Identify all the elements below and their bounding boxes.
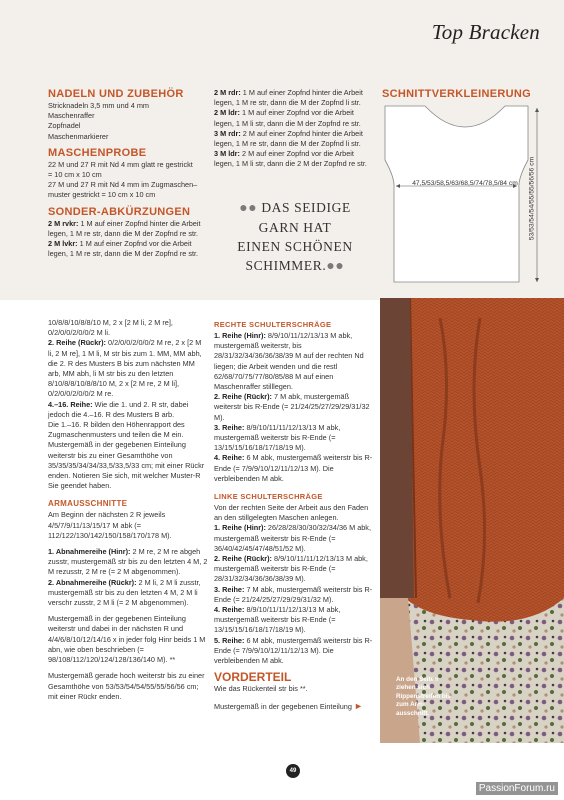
abbr-item: 2 M ldr: 1 M auf einer Zopfnd vor die Arbeit legen, 1 M li str, dann die M der Zopfnd re str. [214, 108, 361, 128]
abbr-item: 3 M rdr: 2 M auf einer Zopfnd hinter die Arbeit legen, 1 M re str, dann die M der Zopfnd li str. [214, 128, 363, 149]
abbr-heading: SONDER-ABKÜRZUNGEN [48, 205, 191, 218]
materials-heading: NADELN UND ZUBEHÖR [48, 88, 184, 100]
paragraph: Mustergemäß in der gegebenen Einteilung weiterstr und dabei in der nächsten R und 4/4/6/8/10/12/14/16 x in jeder folg Hinr beids 1 M abn, wie oben beschrieben (= 98/108/112/120/124/128/136/140 M). ** [48, 614, 206, 665]
paragraph: 4. Reihe: 6 M abk, mustergemäß weiterstr bis R-Ende (= 7/9/9/10/12/11/12/13 M). Die verbleibenden M abk. [214, 453, 373, 483]
paragraph: Von der rechten Seite der Arbeit aus den Faden an den stillgelegten Maschen anlegen. [214, 503, 369, 523]
materials-line: Maschenmarkierer [48, 131, 109, 141]
paragraph: 1. Reihe (Hinr): 26/28/28/30/30/32/34/36 M abk, mustergemäß weiterstr bis R-Ende (= 36/40/42/45/47/48/51/52 M). [214, 523, 371, 553]
gauge-heading: MASCHENPROBE [48, 146, 147, 159]
paragraph: 2. Abnahmereihe (Rückr): 2 M li, 2 M li zusstr, mustergemäß str bis zu den letzten 4 M, 2 M li verschr zusstr, 2 M li (= 2 M abgenommen). [48, 577, 201, 608]
front-heading: VORDERTEIL [214, 670, 292, 685]
photo-caption: An den Seiten ziehen sich Rippenstreifen bis zum Arm-ausschnitt. [396, 676, 451, 717]
paragraph: 10/8/8/10/8/8/10 M, 2 x [2 M li, 2 M re], 0/2/0/0/2/0/0/2 M li. [48, 318, 173, 338]
paragraph: 2. Reihe (Rückr): 8/9/10/11/11/12/13/13 M abk, mustergemäß weiterstr bis R-Ende (= 28/31/32/34/36/36/38/39 M). [214, 554, 368, 584]
instructions-col1 [48, 318, 208, 702]
paragraph: 3. Reihe: 8/9/10/11/11/12/13/13 M abk, mustergemäß weiterstr bis R-Ende (= 13/15/15/16/18/17/18/19 M). [214, 422, 341, 453]
instructions-col2 [214, 318, 374, 712]
left-shoulder-heading: LINKE SCHULTERSCHRÄGE [214, 492, 323, 502]
schematic-heading: SCHNITTVERKLEINERUNG [382, 88, 532, 100]
paragraph: Mustergemäß gerade hoch weiterstr bis zu einer Gesamthöhe von 53/53/54/54/55/55/56/56 cm; mit einer Rückr enden. [48, 671, 205, 701]
gauge-line: muster gestrickt = 10 cm x 10 cm [48, 190, 156, 200]
paragraph: Wie das Rückenteil str bis **. [214, 684, 308, 694]
paragraph: Die 1.–16. R bilden den Höhenrapport des Zugmaschenmusters und teilen die M ein. Mustergemäß in der gegebenen Einteilung weiterstr bis zu einer Gesamthöhe von 35/35/35/34/34/33,5/33,5/33 cm; mit einer Rückr enden. Notieren Sie sich, mit welcher Muster-R Sie geendet haben. [48, 420, 205, 491]
materials-section [48, 88, 210, 259]
paragraph: 5. Reihe: 6 M abk, mustergemäß weiterstr bis R-Ende (= 7/9/9/10/12/11/12/13 M). Die verbleibenden M abk. [214, 635, 373, 666]
abbr-item: 3 M ldr: 2 M auf einer Zopfnd vor die Arbeit legen, 1 M li str, dann die 2 M der Zopfnd re str. [214, 149, 367, 169]
schematic-diagram [380, 100, 550, 290]
schematic-outline [385, 106, 528, 282]
page-number: 49 [286, 764, 300, 778]
gauge-line: 22 M und 27 R mit Nd 4 mm glatt re gestrickt [48, 159, 193, 169]
paragraph: Am Beginn der nächsten 2 R jeweils 4/5/7/9/11/13/15/17 M abk (= 112/122/130/142/150/158/170/178 M). [48, 510, 172, 540]
paragraph: 4.–16. Reihe: Wie die 1. und 2. R str, dabei jedoch die 4.–16. R des Musters B arb. [48, 399, 189, 419]
quote-close-icon: ●● [326, 259, 345, 274]
pull-quote: ●● DAS SEIDIGE GARN HAT EINEN SCHÖNEN SCHIMMER.●● [237, 200, 353, 274]
continue-arrow-icon: ► [353, 700, 363, 711]
armholes-heading: ARMAUSSCHNITTE [48, 499, 128, 509]
right-shoulder-heading: RECHTE SCHULTERSCHRÄGE [214, 320, 332, 329]
paragraph: 1. Abnahmereihe (Hinr): 2 M re, 2 M re abgeh zusstr, mustergemäß str bis zu den letzten 4 M, 2 M rezusstr, 2 M re (= 2 M abgenommen). [48, 547, 208, 577]
abbr-continued [214, 88, 370, 170]
schematic-height-label: 53/53/54/54/55/55/56/56 cm [528, 156, 536, 241]
materials-line: Zopfnadel [48, 121, 81, 131]
paragraph: Mustergemäß in der gegebenen Einteilung ► [214, 700, 363, 711]
watermark: PassionForum.ru [476, 782, 558, 795]
quote-open-icon: ●● [239, 201, 258, 216]
page-title: Top Bracken [431, 20, 540, 44]
abbr-item: 2 M rvkr: 1 M auf einer Zopfnd hinter die Arbeit legen, 1 M re str, dann die M der Zopfnd re str. [48, 218, 201, 238]
gauge-line: 27 M und 27 R mit Nd 4 mm im Zugmaschen– [48, 180, 198, 190]
materials-line: Stricknadeln 3,5 mm und 4 mm [48, 101, 149, 110]
abbr-item: 2 M rdr: 1 M auf einer Zopfnd hinter die Arbeit legen, 1 M re str, dann die M der Zopfnd li str. [214, 88, 363, 108]
paragraph: 4. Reihe: 8/9/10/11/11/12/13/13 M abk, mustergemäß weiterstr bis R-Ende (= 13/15/15/16/18/17/18/19 M). [214, 605, 341, 635]
materials-line: Maschenraffer [48, 111, 95, 121]
paragraph: 2. Reihe (Rückr): 7 M abk, mustergemäß weiterstr bis R-Ende (= 21/24/25/27/29/29/31/32 M). [214, 392, 370, 422]
abbr-item: 2 M lvkr: 1 M auf einer Zopfnd vor die Arbeit legen, 1 M re str, dann die M der Zopfnd re str. [48, 239, 199, 259]
paragraph: 3. Reihe: 7 M abk, mustergemäß weiterstr bis R-Ende (= 21/24/25/27/29/29/31/32 M). [214, 584, 373, 604]
schematic-width-label: 47,5/53/58,5/63/68,5/74/78,5/84 cm [412, 180, 518, 187]
paragraph: 2. Reihe (Rückr): 0/2/0/0/2/0/0/2 M re, 2 x [2 M li, 2 M re], 1 M li, M str bis zum 1. MM, MM abh, die 2. R des Musters B bis zum nächsten MM arb, MM abh, li M str bis zu den letzten 8/10/8/8/10/8/8/10 M, 2 x [2 M re, 2 M li], 0/2/0/0/2/0/0/2 M re. [48, 338, 202, 399]
paragraph: 1. Reihe (Hinr): 8/9/10/11/12/13/13 M abk, mustergemäß weiterstr, bis 28/31/32/34/36/36/38/39 M auf der rechten Nd liegen; die Arbeit wenden und die restl 62/68/70/75/77/80/85/88 M auf einen Maschenraffer stilllegen. [214, 331, 364, 392]
gauge-line: = 10 cm x 10 cm [48, 170, 102, 180]
